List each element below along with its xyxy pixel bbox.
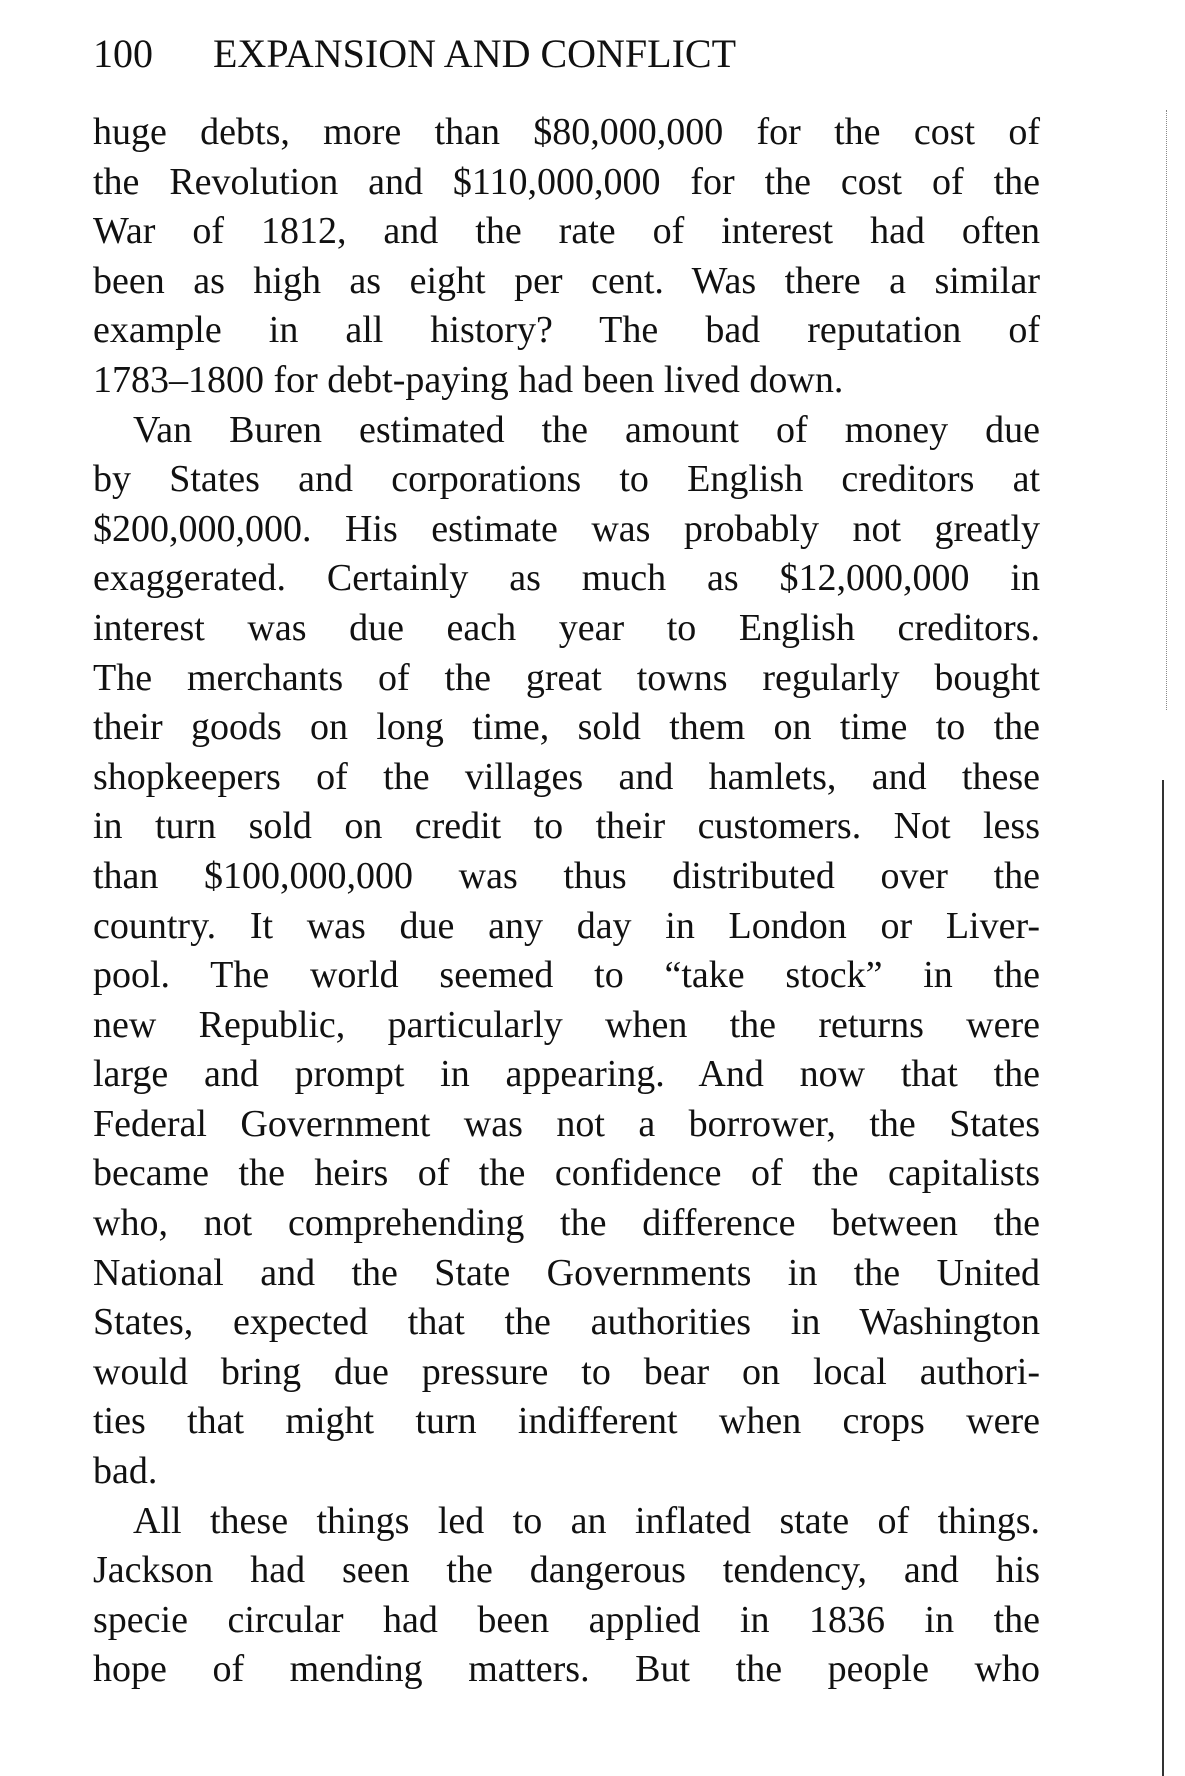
scan-edge-dots [1166, 110, 1168, 710]
text-line: who, not comprehending the difference between the [93, 1202, 1040, 1245]
running-header [93, 30, 736, 77]
text-line: ties that might turn indifferent when crops were [93, 1400, 1040, 1443]
text-line: All these things led to an inflated state of things. [133, 1499, 1040, 1542]
scan-edge-line [1162, 780, 1164, 1776]
text-line: The merchants of the great towns regularly bought [93, 656, 1040, 699]
text-line: the Revolution and $110,000,000 for the cost of the [93, 160, 1040, 203]
text-line: interest was due each year to English creditors. [93, 606, 1040, 649]
page-number: 100 [93, 31, 153, 76]
text-line: hope of mending matters. But the people who [93, 1648, 1040, 1691]
text-line: States, expected that the authorities in Washington [93, 1301, 1040, 1344]
page-body-text [93, 108, 1040, 1695]
text-line: bad. [93, 1450, 158, 1493]
text-line: specie circular had been applied in 1836 in the [93, 1598, 1040, 1641]
text-line: $200,000,000. His estimate was probably not greatly [93, 507, 1040, 550]
text-line: 1783–1800 for debt-paying had been lived down. [93, 358, 844, 401]
text-line: pool. The world seemed to “take stock” in the [93, 954, 1040, 997]
text-line: by States and corporations to English creditors at [93, 458, 1040, 501]
text-line: became the heirs of the confidence of the capitalists [93, 1152, 1040, 1195]
text-line: shopkeepers of the villages and hamlets, and these [93, 755, 1040, 798]
text-line: huge debts, more than $80,000,000 for the cost of [93, 111, 1040, 153]
text-line: new Republic, particularly when the returns were [93, 1003, 1040, 1046]
text-line: exaggerated. Certainly as much as $12,000,000 in [93, 557, 1040, 600]
text-line: in turn sold on credit to their customers. Not less [93, 805, 1040, 848]
text-line: Federal Government was not a borrower, the States [93, 1102, 1040, 1145]
text-line: large and prompt in appearing. And now that the [93, 1053, 1040, 1096]
text-line: than $100,000,000 was thus distributed over the [93, 854, 1040, 897]
text-line: would bring due pressure to bear on local authori- [93, 1350, 1040, 1393]
text-line: War of 1812, and the rate of interest had often [93, 210, 1040, 253]
text-line: example in all history? The bad reputation of [93, 309, 1040, 352]
text-line: country. It was due any day in London or Liver- [93, 904, 1040, 947]
text-line: Jackson had seen the dangerous tendency, and his [93, 1549, 1040, 1592]
text-line: National and the State Governments in the United [93, 1251, 1040, 1294]
running-title: EXPANSION AND CONFLICT [213, 31, 737, 76]
text-line: Van Buren estimated the amount of money due [133, 408, 1040, 451]
text-line: their goods on long time, sold them on time to the [93, 706, 1040, 749]
text-line: been as high as eight per cent. Was there a similar [93, 259, 1040, 302]
